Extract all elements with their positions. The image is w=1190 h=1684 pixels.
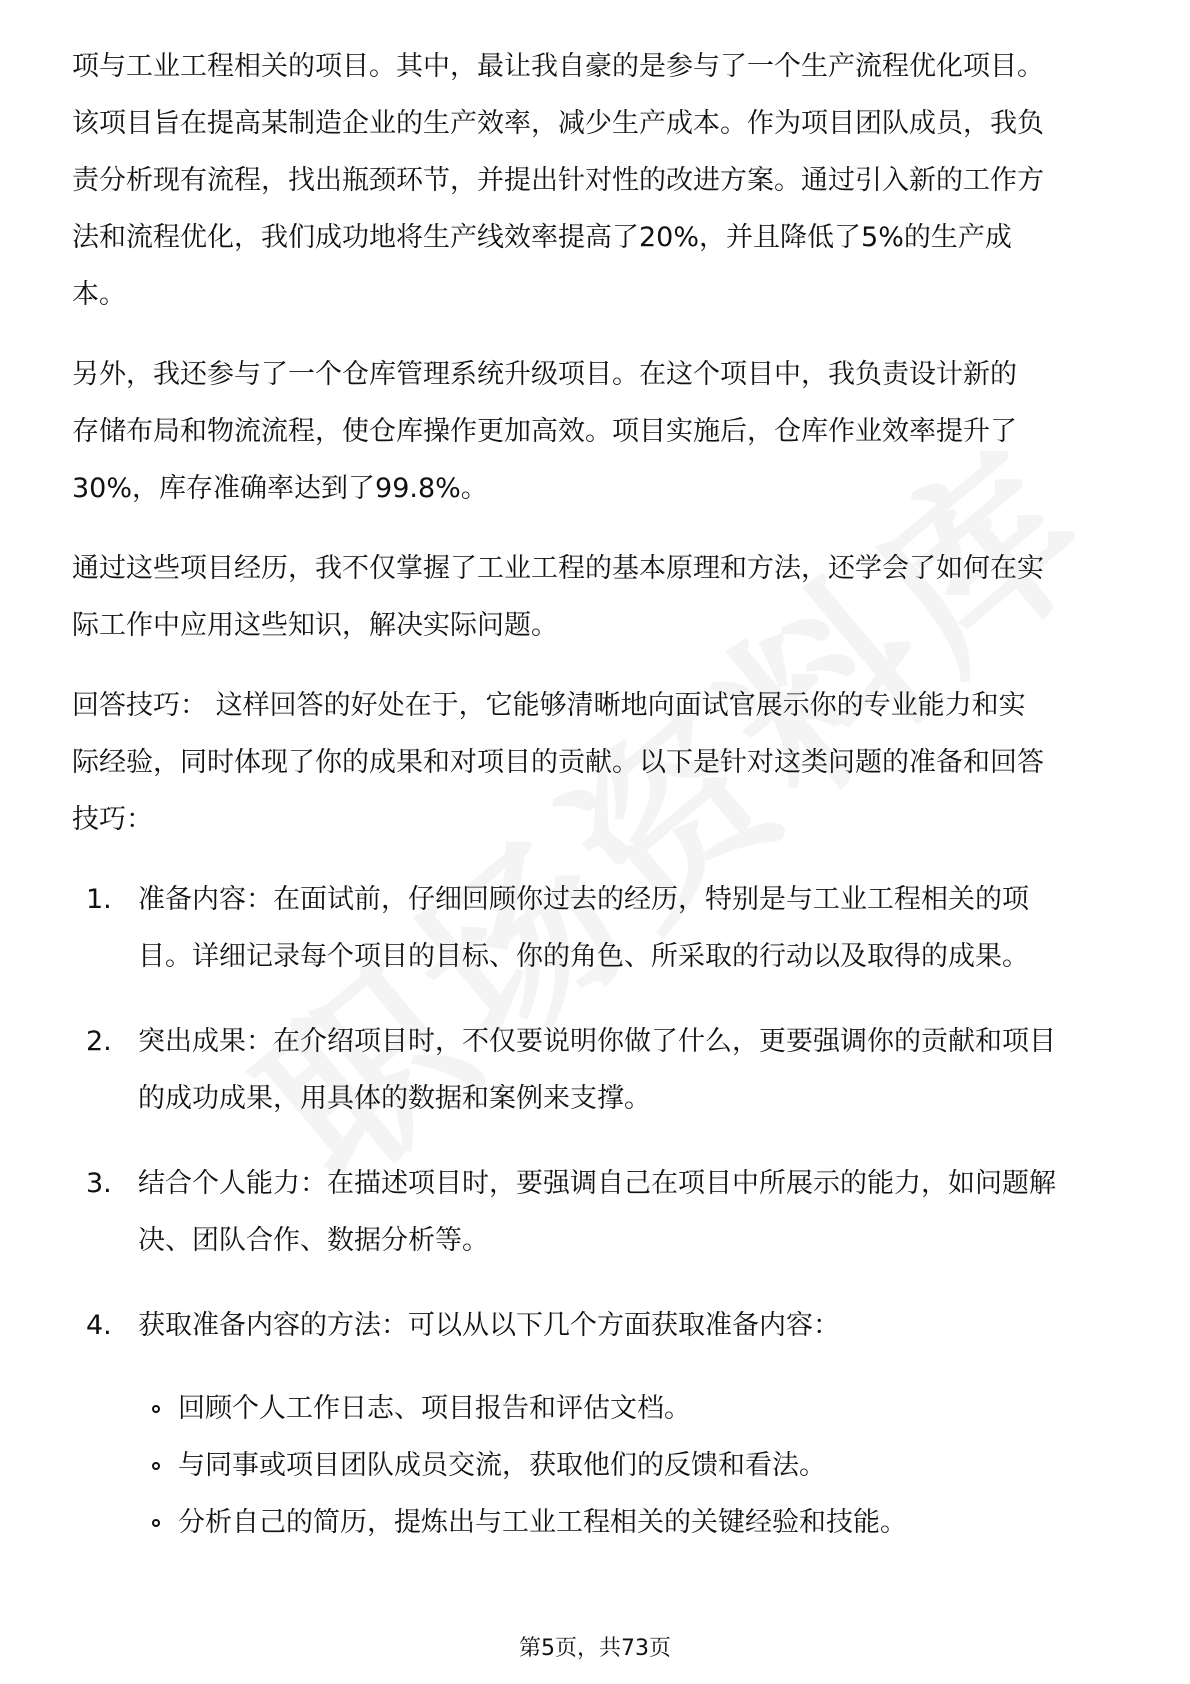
list-item-text: 突出成果：在介绍项目时，不仅要说明你做了什么，更要强调你的贡献和项目的成功成果，用具体的数据和案例来支撑。 [138, 1026, 1056, 1114]
sub-list-item-text: 回顾个人工作日志、项目报告和评估文档。 [178, 1393, 691, 1424]
list-number: 4. [86, 1310, 112, 1341]
paragraph-warehouse-project: 另外，我还参与了一个仓库管理系统升级项目。在这个项目中，我负责设计新的存储布局和物流流程，使仓库操作更加高效。项目实施后，仓库作业效率提升了30%，库存准确率达到了99.8%。 [72, 359, 1017, 504]
sub-list-item-text: 分析自己的简历，提炼出与工业工程相关的关键经验和技能。 [178, 1507, 907, 1538]
list-item [86, 1155, 1058, 1269]
sub-list-item-text: 与同事或项目团队成员交流，获取他们的反馈和看法。 [178, 1450, 826, 1481]
hollow-bullet-icon [152, 1405, 160, 1413]
list-item-text: 结合个人能力：在描述项目时，要强调自己在项目中所展示的能力，如问题解决、团队合作、数据分析等。 [138, 1168, 1056, 1256]
list-number: 3. [86, 1168, 112, 1199]
list-item [86, 871, 1058, 985]
tips-list [72, 871, 1122, 1551]
document-body [72, 38, 1122, 1579]
sub-list-item [152, 1437, 1058, 1494]
list-item-text: 获取准备内容的方法：可以从以下几个方面获取准备内容： [138, 1310, 840, 1341]
sub-list-item [152, 1380, 1058, 1437]
sub-list-item [152, 1494, 1058, 1551]
paragraph-answer-tips: 回答技巧： 这样回答的好处在于，它能够清晰地向面试官展示你的专业能力和实际经验，同时体现了你的成果和对项目的贡献。以下是针对这类问题的准备和回答技巧： [72, 690, 1044, 835]
list-number: 2. [86, 1026, 112, 1057]
page-number-footer: 第5页，共73页 [519, 1636, 671, 1661]
paragraph-project-optimization: 项与工业工程相关的项目。其中，最让我自豪的是参与了一个生产流程优化项目。该项目旨在提高某制造企业的生产效率，减少生产成本。作为项目团队成员，我负责分析现有流程，找出瓶颈环节，并提出针对性的改进方案。通过引入新的工作方法和流程优化，我们成功地将生产线效率提高了20%，并且降低了5%的生产成本。 [72, 51, 1044, 310]
hollow-bullet-icon [152, 1462, 160, 1470]
sub-bullet-list [138, 1380, 1058, 1551]
list-item-text: 准备内容：在面试前，仔细回顾你过去的经历，特别是与工业工程相关的项目。详细记录每个项目的目标、你的角色、所采取的行动以及取得的成果。 [138, 884, 1029, 972]
paragraph-summary: 通过这些项目经历，我不仅掌握了工业工程的基本原理和方法，还学会了如何在实际工作中应用这些知识，解决实际问题。 [72, 553, 1044, 641]
list-number: 1. [86, 884, 112, 915]
hollow-bullet-icon [152, 1519, 160, 1527]
list-item [86, 1297, 1058, 1551]
list-item [86, 1013, 1058, 1127]
